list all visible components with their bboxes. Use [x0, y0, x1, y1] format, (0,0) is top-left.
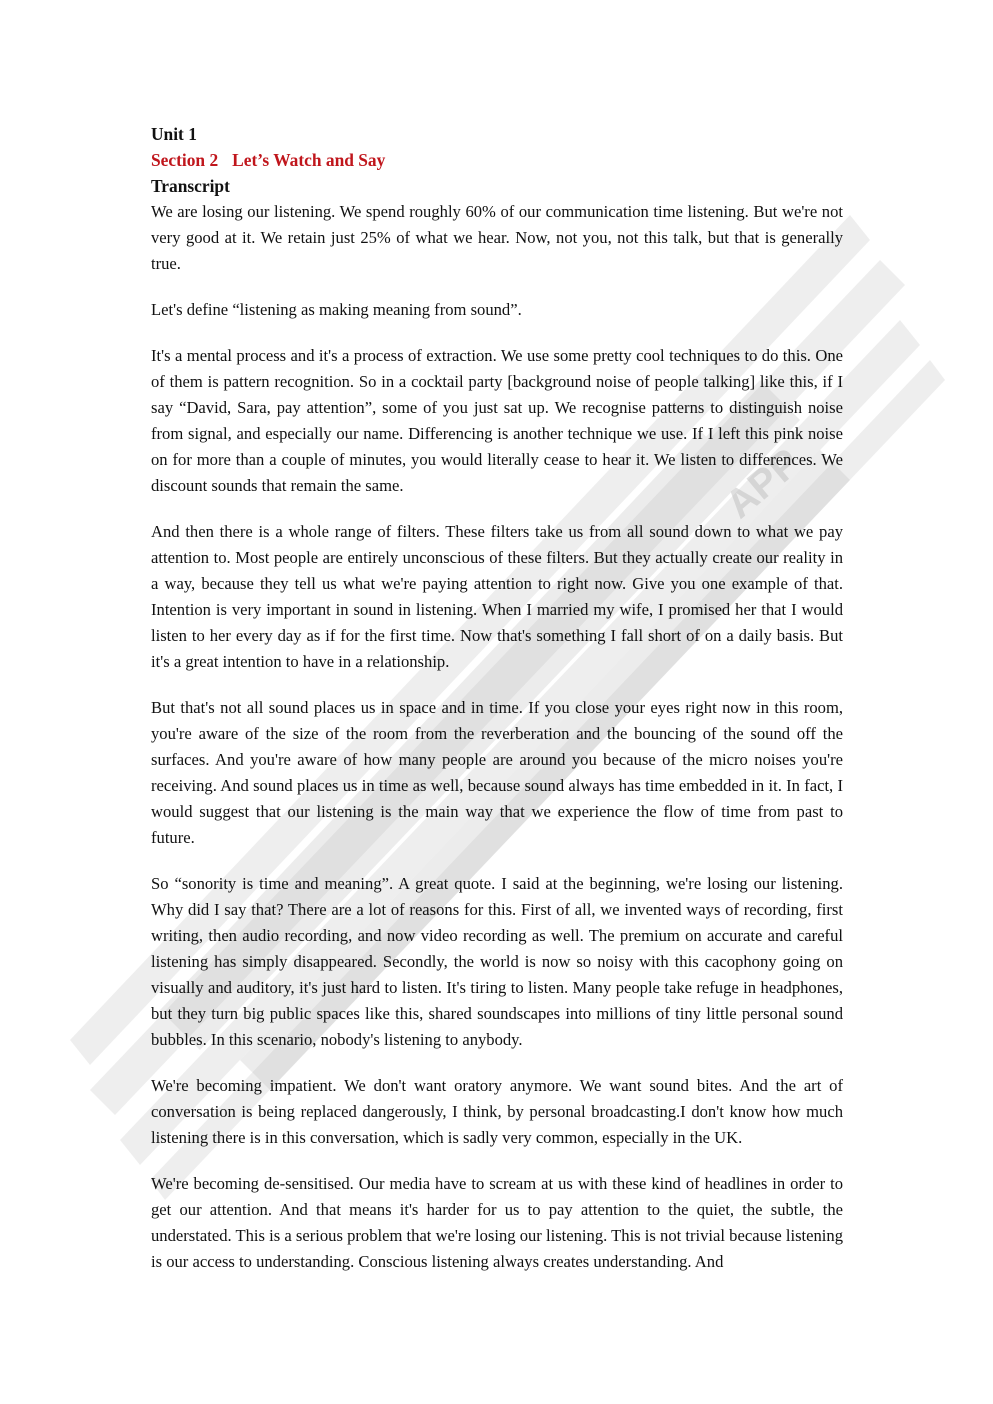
- section-title: Let’s Watch and Say: [232, 150, 386, 170]
- unit-heading: Unit 1: [151, 124, 197, 144]
- paragraph-4: And then there is a whole range of filters. These filters take us from all sound down to what we pay attention to. Most people are entirely unconscious of these filters. But they actually create our reality in a way, because they tell us what we're paying attention to right now. Give you one example of that. Intention is very important in sound in listening. When I married my wife, I promised her that I would listen to her every day as if for the first time. Now that's something I fall short of on a daily basis. But it's a great intention to have in a relationship.: [151, 522, 843, 671]
- paragraph-6: So “sonority is time and meaning”. A great quote. I said at the beginning, we're losing our listening. Why did I say that? There are a lot of reasons for this. First of all, we invented ways of recording, first writing, then audio recording, and now video recording as well. The premium on accurate and careful listening has simply disappeared. Secondly, the world is now so noisy with this cacophony going on visually and auditory, it's just hard to listen. It's tiring to listen. Many people take refuge in headphones, but they turn big public spaces like this, shared soundscapes into millions of tiny little personal sound bubbles. In this scenario, nobody's listening to anybody.: [151, 874, 843, 1049]
- paragraph-1: We are losing our listening. We spend roughly 60% of our communication time listening. But we're not very good at it. We retain just 25% of what we hear. Now, not you, not this talk, but that is generally true.: [151, 202, 843, 273]
- section-number: Section 2: [151, 150, 219, 170]
- paragraph-8: We're becoming de-sensitised. Our media have to scream at us with these kind of headlines in order to get our attention. And that means it's harder for us to pay attention to the quiet, the subtle, the understated. This is a serious problem that we're losing our listening. This is not trivial because listening is our access to understanding. Conscious listening always creates understanding. And: [151, 1174, 843, 1271]
- paragraph-2: Let's define “listening as making meaning from sound”.: [151, 300, 522, 319]
- paragraph-3: It's a mental process and it's a process of extraction. We use some pretty cool techniques to do this. One of them is pattern recognition. So in a cocktail party [background noise of people talking] like this, if I say “David, Sara, pay attention”, some of you just sat up. We recognise patterns to distinguish noise from signal, and especially our name. Differencing is another technique we use. If I left this pink noise on for more than a couple of minutes, you would literally cease to hear it. We listen to differences. We discount sounds that remain the same.: [151, 346, 843, 495]
- paragraph-5: But that's not all sound places us in space and in time. If you close your eyes right now in this room, you're aware of the size of the room from the reverberation and the bouncing of the sound off the surfaces. And you're aware of how many people are around you because of the micro noises you're receiving. And sound places us in time as well, because sound always has time embedded in it. In fact, I would suggest that our listening is the main way that we experience the flow of time from past to future.: [151, 698, 843, 847]
- watermark-text: APP: [717, 440, 809, 527]
- transcript-heading: Transcript: [151, 176, 230, 196]
- section-heading: [151, 147, 843, 173]
- paragraph-7: We're becoming impatient. We don't want oratory anymore. We want sound bites. And the art of conversation is being replaced dangerously, I think, by personal broadcasting.I don't know how much listening there is in this conversation, which is sadly very common, especially in the UK.: [151, 1076, 843, 1147]
- document-body: [151, 121, 843, 1295]
